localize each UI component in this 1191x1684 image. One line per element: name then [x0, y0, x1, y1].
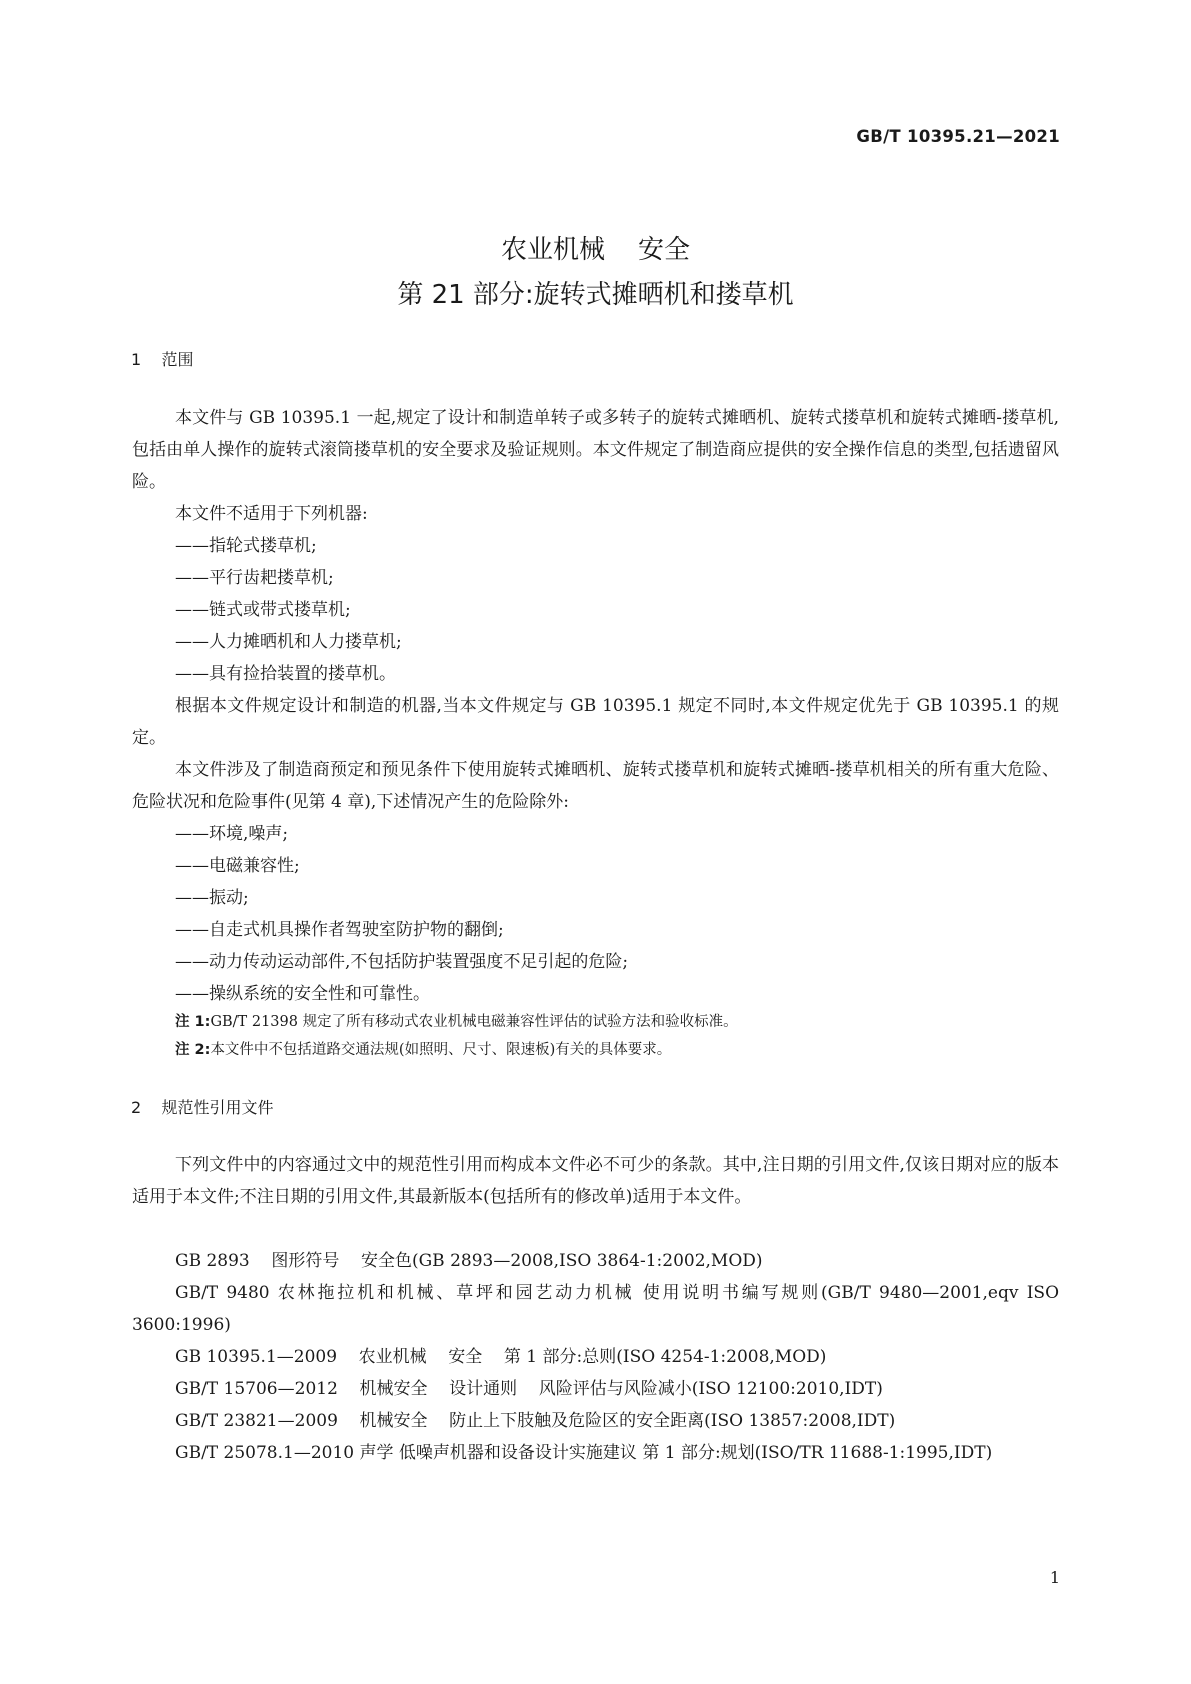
section-1-paragraph-scope: 本文件与 GB 10395.1 一起,规定了设计和制造单转子或多转子的旋转式摊晒机、旋转式搂草机和旋转式摊晒-搂草机,包括由单人操作的旋转式滚筒搂草机的安全要求及验证规则。本文件规定了制造商应提供的安全操作信息的类型,包括遗留风险。 [132, 408, 1059, 492]
list-item: ——振动; [175, 888, 249, 908]
reference-item: GB 10395.1—2009 农业机械 安全 第 1 部分:总则(ISO 4254-1:2008,MOD) [175, 1347, 827, 1367]
list-item: ——电磁兼容性; [175, 856, 300, 876]
list-item: ——链式或带式搂草机; [175, 600, 351, 620]
note-2 [175, 1039, 671, 1061]
list-item: ——动力传动运动部件,不包括防护装置强度不足引起的危险; [175, 952, 629, 972]
note-text: GB/T 21398 规定了所有移动式农业机械电磁兼容性评估的试验方法和验收标准。 [210, 1014, 738, 1030]
list-item: ——自走式机具操作者驾驶室防护物的翻倒; [175, 920, 504, 940]
reference-item: GB/T 9480 农林拖拉机和机械、草坪和园艺动力机械 使用说明书编写规则(GB/T 9480—2001,eqv ISO 3600:1996) [132, 1283, 1059, 1335]
reference-item: GB 2893 图形符号 安全色(GB 2893—2008,ISO 3864-1:2002,MOD) [175, 1251, 763, 1271]
list-item: ——具有捡拾装置的搂草机。 [175, 664, 396, 684]
section-2-paragraph-intro: 下列文件中的内容通过文中的规范性引用而构成本文件必不可少的条款。其中,注日期的引用文件,仅该日期对应的版本适用于本文件;不注日期的引用文件,其最新版本(包括所有的修改单)适用于本文件。 [132, 1155, 1059, 1207]
list-item: ——操纵系统的安全性和可靠性。 [175, 984, 430, 1004]
section-1-paragraph-exclusions-intro: 本文件不适用于下列机器: [175, 504, 368, 524]
reference-item: GB/T 25078.1—2010 声学 低噪声机器和设备设计实施建议 第 1 部分:规划(ISO/TR 11688-1:1995,IDT) [175, 1443, 993, 1463]
note-label: 注 2: [175, 1042, 211, 1058]
section-1-paragraph-precedence: 根据本文件规定设计和制造的机器,当本文件规定与 GB 10395.1 规定不同时,本文件规定优先于 GB 10395.1 的规定。 [132, 696, 1059, 748]
list-item: ——环境,噪声; [175, 824, 289, 844]
section-2-heading: 2 规范性引用文件 [131, 1098, 274, 1117]
document-title-line1: 农业机械 安全 [500, 235, 691, 265]
note-label: 注 1: [175, 1014, 211, 1030]
section-1-heading: 1 范围 [131, 350, 194, 369]
reference-item: GB/T 23821—2009 机械安全 防止上下肢触及危险区的安全距离(ISO 13857:2008,IDT) [175, 1411, 896, 1431]
section-1-paragraph-hazards: 本文件涉及了制造商预定和预见条件下使用旋转式摊晒机、旋转式搂草机和旋转式摊晒-搂草机相关的所有重大危险、危险状况和危险事件(见第 4 章),下述情况产生的危险除外: [132, 760, 1059, 812]
document-title-line2: 第 21 部分:旋转式摊晒机和搂草机 [397, 280, 794, 310]
note-text: 本文件中不包括道路交通法规(如照明、尺寸、限速板)有关的具体要求。 [210, 1042, 672, 1058]
list-item: ——平行齿耙搂草机; [175, 568, 334, 588]
page-number: 1 [1049, 1568, 1060, 1587]
list-item: ——指轮式搂草机; [175, 536, 317, 556]
note-1 [175, 1011, 738, 1033]
list-item: ——人力摊晒机和人力搂草机; [175, 632, 402, 652]
reference-item: GB/T 15706—2012 机械安全 设计通则 风险评估与风险减小(ISO 12100:2010,IDT) [175, 1379, 883, 1399]
standard-code: GB/T 10395.21—2021 [856, 127, 1060, 146]
